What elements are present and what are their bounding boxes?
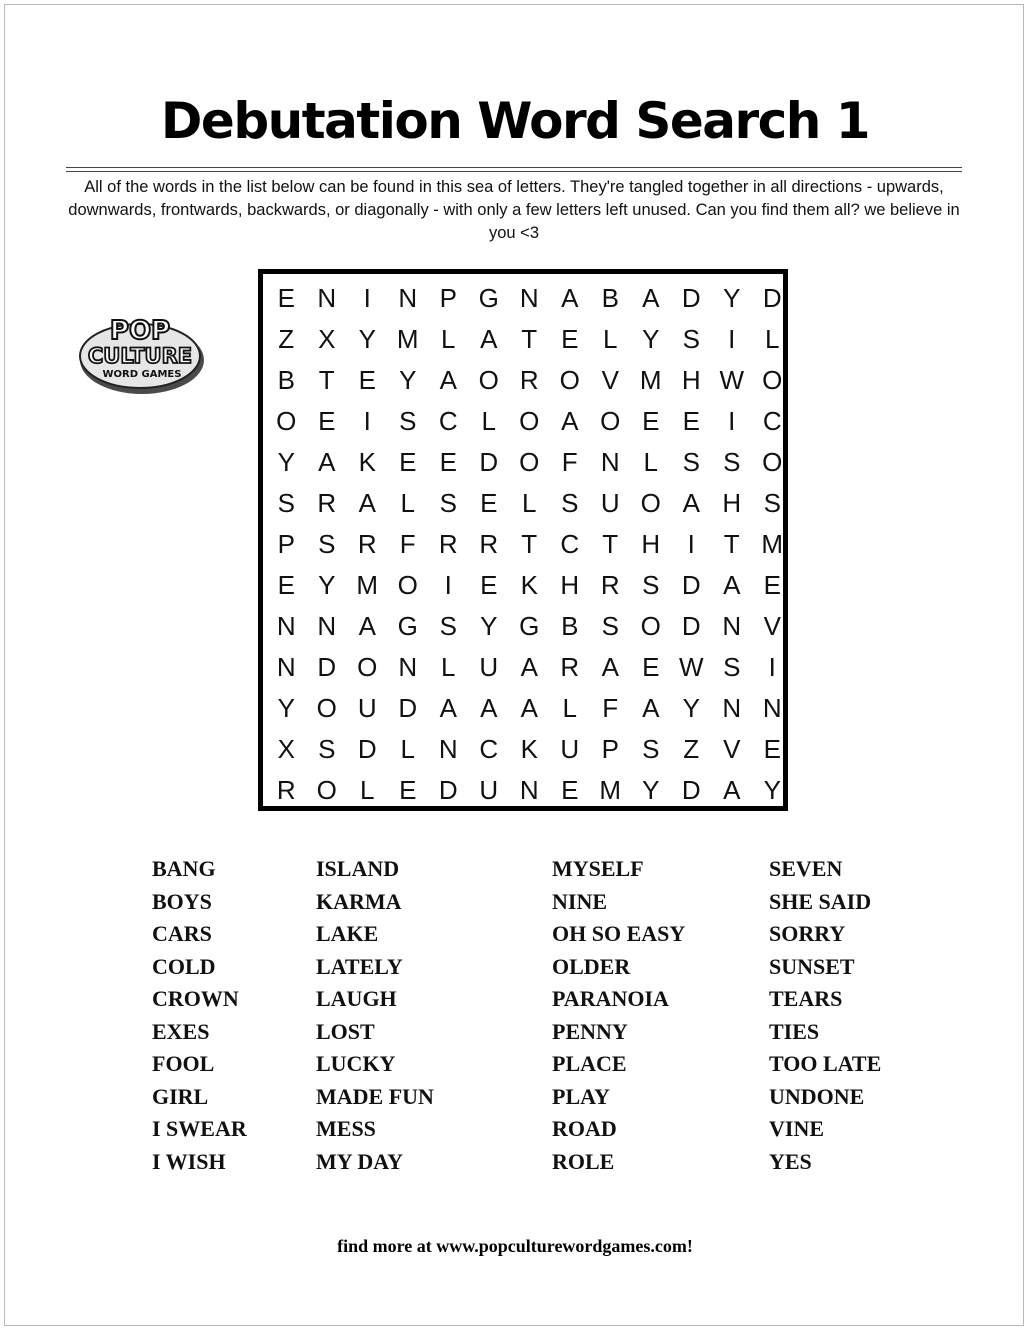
word-list-item: TEARS — [769, 986, 843, 1011]
grid-letter: D — [762, 283, 782, 313]
grid-letter: E — [561, 775, 579, 805]
grid-letter: A — [723, 775, 741, 805]
grid-letter: L — [400, 734, 415, 764]
word-list-item: LATELY — [316, 953, 403, 979]
grid-letter: R — [276, 775, 296, 805]
logo-pop-text: POP — [109, 316, 171, 346]
grid-letter: S — [399, 406, 417, 436]
grid-letter: R — [560, 652, 580, 682]
word-list-item: LAKE — [316, 921, 379, 946]
grid-letter: L — [643, 447, 658, 477]
grid-letter: N — [722, 693, 742, 723]
grid-letter: A — [439, 693, 457, 723]
word-list-item: MYSELF — [552, 856, 644, 881]
grid-letter: G — [519, 611, 540, 641]
word-list-item: OLDER — [552, 953, 631, 979]
word-list-item: COLD — [152, 953, 216, 979]
grid-letter: U — [600, 488, 620, 518]
grid-letter: O — [357, 652, 378, 682]
grid-letter: I — [363, 283, 371, 313]
page-title: Debutation Word Search 1 — [160, 92, 870, 150]
grid-letter: O — [640, 488, 661, 518]
grid-letter: S — [601, 611, 619, 641]
word-list-item: SEVEN — [769, 856, 843, 881]
word-list-item: SUNSET — [769, 953, 855, 979]
word-list-column-3 — [552, 853, 685, 1178]
word-list-item: OH SO EASY — [552, 921, 686, 946]
word-list-item: VINE — [769, 1116, 825, 1141]
grid-letter: E — [277, 283, 295, 313]
word-list-item: ISLAND — [316, 856, 400, 881]
grid-letter: Y — [277, 447, 295, 477]
grid-letter: U — [479, 652, 499, 682]
grid-letter: I — [728, 324, 736, 354]
grid-letter: D — [357, 734, 377, 764]
word-list-item: MADE FUN — [316, 1083, 434, 1109]
grid-letter: Y — [763, 775, 781, 805]
grid-letter: L — [400, 488, 415, 518]
grid-letter: N — [519, 775, 539, 805]
grid-letter: S — [682, 324, 700, 354]
grid-letter: F — [399, 529, 416, 559]
grid-letter: I — [768, 652, 776, 682]
grid-letter: D — [317, 652, 337, 682]
grid-letter: G — [397, 611, 418, 641]
grid-letter: I — [728, 406, 736, 436]
grid-letter: L — [603, 324, 618, 354]
grid-letter: I — [363, 406, 371, 436]
grid-letter: S — [642, 734, 660, 764]
grid-letter: M — [639, 365, 662, 395]
grid-letter: M — [599, 775, 622, 805]
word-list-item: TIES — [769, 1018, 820, 1044]
grid-letter: P — [601, 734, 619, 764]
word-list-item: EXES — [152, 1018, 210, 1044]
grid-letter: S — [318, 529, 336, 559]
grid-letter: P — [439, 283, 457, 313]
grid-letter: N — [438, 734, 458, 764]
grid-letter: N — [722, 611, 742, 641]
grid-letter: N — [398, 652, 418, 682]
grid-letter: A — [561, 406, 579, 436]
word-list-item: KARMA — [316, 888, 402, 914]
word-list-item: PLAY — [552, 1083, 610, 1109]
grid-letter: A — [439, 365, 457, 395]
grid-letter: K — [358, 447, 376, 477]
grid-letter: K — [520, 570, 538, 600]
grid-letter: E — [763, 734, 781, 764]
grid-letter: L — [481, 406, 496, 436]
word-list-item: PENNY — [552, 1018, 628, 1044]
grid-letter: H — [681, 365, 701, 395]
grid-letter: F — [602, 693, 619, 723]
grid-letter: A — [480, 324, 498, 354]
grid-letter: T — [521, 324, 538, 354]
grid-letter: Z — [683, 734, 700, 764]
word-list-item: GIRL — [152, 1083, 209, 1109]
grid-letter: O — [762, 365, 783, 395]
grid-letter: O — [519, 447, 540, 477]
grid-letter: P — [277, 529, 295, 559]
grid-letter: W — [719, 365, 745, 395]
word-list-item: SORRY — [769, 921, 846, 946]
grid-letter: E — [480, 488, 498, 518]
word-list-item: LUCKY — [316, 1051, 396, 1076]
grid-letter: B — [277, 365, 295, 395]
grid-letter: B — [561, 611, 579, 641]
grid-letter: M — [761, 529, 784, 559]
grid-letter: E — [480, 570, 498, 600]
grid-letter: Y — [277, 693, 295, 723]
grid-letter: C — [762, 406, 782, 436]
grid-letter: D — [479, 447, 499, 477]
grid-letter: E — [682, 406, 700, 436]
grid-letter: V — [723, 734, 741, 764]
word-list-item: ROLE — [552, 1148, 615, 1174]
grid-letter: X — [277, 734, 295, 764]
grid-letter: N — [398, 283, 418, 313]
grid-letter: M — [356, 570, 379, 600]
grid-letter: O — [559, 365, 580, 395]
pop-culture-logo — [76, 305, 208, 401]
grid-letter: I — [444, 570, 452, 600]
word-list-item: YES — [769, 1148, 812, 1174]
grid-letter: U — [357, 693, 377, 723]
word-list-item: FOOL — [152, 1051, 215, 1076]
word-list-item: I SWEAR — [152, 1116, 247, 1141]
grid-letter: N — [276, 652, 296, 682]
grid-letter: A — [520, 693, 538, 723]
grid-letter: U — [479, 775, 499, 805]
logo-word-games-text: WORD GAMES — [102, 369, 182, 380]
grid-letter: E — [318, 406, 336, 436]
grid-letter: R — [438, 529, 458, 559]
grid-letter: E — [399, 447, 417, 477]
grid-letter: S — [682, 447, 700, 477]
grid-letter: A — [723, 570, 741, 600]
grid-letter: E — [358, 365, 376, 395]
grid-letter: H — [722, 488, 742, 518]
grid-letter: N — [762, 693, 782, 723]
grid-letter: Y — [723, 283, 741, 313]
word-search-grid — [258, 269, 788, 811]
grid-letter: W — [678, 652, 704, 682]
grid-letter: A — [601, 652, 619, 682]
grid-letter: N — [519, 283, 539, 313]
grid-letter: T — [602, 529, 619, 559]
grid-letter: H — [641, 529, 661, 559]
grid-letter: S — [723, 652, 741, 682]
word-list-item: MESS — [316, 1116, 376, 1141]
grid-letter: S — [723, 447, 741, 477]
grid-letter: Y — [682, 693, 700, 723]
logo-culture-text: CULTURE — [87, 344, 193, 368]
grid-letter: Y — [642, 775, 660, 805]
grid-letter: S — [439, 488, 457, 518]
word-list-item: LOST — [316, 1018, 375, 1044]
grid-letter: A — [642, 693, 660, 723]
grid-letter: S — [318, 734, 336, 764]
grid-letter: V — [601, 365, 619, 395]
word-list-column-4 — [769, 853, 881, 1178]
word-list-column-2 — [316, 853, 434, 1178]
word-list-item: NINE — [552, 888, 608, 914]
grid-letter: E — [399, 775, 417, 805]
grid-letter: G — [478, 283, 499, 313]
grid-letter: N — [600, 447, 620, 477]
grid-letter: Y — [480, 611, 498, 641]
grid-letter: F — [561, 447, 578, 477]
grid-letter: A — [318, 447, 336, 477]
grid-letter: U — [560, 734, 580, 764]
grid-letter: L — [441, 324, 456, 354]
grid-letter: S — [561, 488, 579, 518]
grid-letter: O — [762, 447, 783, 477]
grid-letter: D — [681, 283, 701, 313]
grid-letter: Y — [399, 365, 417, 395]
grid-letter: A — [358, 488, 376, 518]
grid-letter: T — [521, 529, 538, 559]
grid-letter: L — [765, 324, 780, 354]
grid-letter: A — [561, 283, 579, 313]
grid-letter: L — [360, 775, 375, 805]
grid-letter: V — [763, 611, 781, 641]
grid-letter: D — [438, 775, 458, 805]
grid-letter: Y — [642, 324, 660, 354]
grid-letter: N — [317, 283, 337, 313]
grid-letter: C — [479, 734, 499, 764]
grid-letter: O — [316, 775, 337, 805]
word-list-column-1 — [152, 853, 247, 1178]
grid-letter: O — [600, 406, 621, 436]
grid-letter: K — [520, 734, 538, 764]
grid-letter: Y — [318, 570, 336, 600]
grid-letter: M — [396, 324, 419, 354]
grid-letter: D — [681, 775, 701, 805]
grid-letter: E — [642, 652, 660, 682]
grid-letter: E — [439, 447, 457, 477]
grid-letter: I — [687, 529, 695, 559]
grid-letter: A — [480, 693, 498, 723]
grid-letter: E — [277, 570, 295, 600]
grid-letter: A — [642, 283, 660, 313]
word-list-item: CARS — [152, 921, 212, 946]
grid-letter: L — [441, 652, 456, 682]
grid-letter: E — [763, 570, 781, 600]
grid-letter: T — [723, 529, 740, 559]
grid-letter: R — [317, 488, 337, 518]
word-list-item: ROAD — [552, 1116, 617, 1141]
grid-letter: O — [276, 406, 297, 436]
footer-link-text: find more at www.popculturewordgames.com! — [337, 1236, 693, 1256]
grid-letter: L — [562, 693, 577, 723]
grid-letter: E — [642, 406, 660, 436]
grid-letter: X — [318, 324, 336, 354]
grid-letter: A — [358, 611, 376, 641]
grid-letter: A — [520, 652, 538, 682]
grid-letter: O — [640, 611, 661, 641]
grid-letter: S — [763, 488, 781, 518]
grid-letter: D — [681, 570, 701, 600]
letter-grid — [266, 278, 793, 811]
word-list-item: I WISH — [152, 1148, 226, 1174]
word-list-item: LAUGH — [316, 986, 397, 1011]
grid-letter: N — [276, 611, 296, 641]
word-list-item: TOO LATE — [769, 1051, 882, 1076]
grid-letter: C — [560, 529, 580, 559]
grid-letter: E — [561, 324, 579, 354]
grid-letter: R — [357, 529, 377, 559]
grid-letter: H — [560, 570, 580, 600]
word-list-item: UNDONE — [769, 1083, 865, 1109]
grid-letter: R — [519, 365, 539, 395]
title-divider-top — [66, 167, 962, 168]
word-list-item: SHE SAID — [769, 888, 872, 914]
grid-letter: R — [479, 529, 499, 559]
grid-letter: T — [318, 365, 335, 395]
intro-text: All of the words in the list below can be found in this sea of letters. They're tangled together in all directions - upwards, downwards, frontwards, backwards, or diagonally - with only a few letters left unused. Can you find them all? we believe in you <3 — [68, 178, 960, 242]
grid-letter: B — [601, 283, 619, 313]
word-list-item: MY DAY — [316, 1148, 403, 1174]
grid-letter: C — [438, 406, 458, 436]
word-list-item: BOYS — [152, 888, 212, 914]
grid-letter: Y — [358, 324, 376, 354]
grid-letter: D — [398, 693, 418, 723]
word-list-item: BANG — [152, 856, 216, 881]
grid-letter: D — [681, 611, 701, 641]
grid-letter: A — [682, 488, 700, 518]
grid-letter: L — [522, 488, 537, 518]
grid-letter: O — [478, 365, 499, 395]
grid-letter: S — [439, 611, 457, 641]
grid-letter: S — [642, 570, 660, 600]
word-list-item: PARANOIA — [552, 986, 669, 1011]
grid-letter: O — [519, 406, 540, 436]
grid-letter: Z — [278, 324, 295, 354]
grid-letter: O — [397, 570, 418, 600]
word-list-item: PLACE — [552, 1051, 627, 1076]
grid-letter: S — [277, 488, 295, 518]
word-list-item: CROWN — [152, 986, 239, 1011]
grid-letter: O — [316, 693, 337, 723]
grid-letter: N — [317, 611, 337, 641]
grid-letter: R — [600, 570, 620, 600]
title-divider-bottom — [66, 171, 962, 172]
